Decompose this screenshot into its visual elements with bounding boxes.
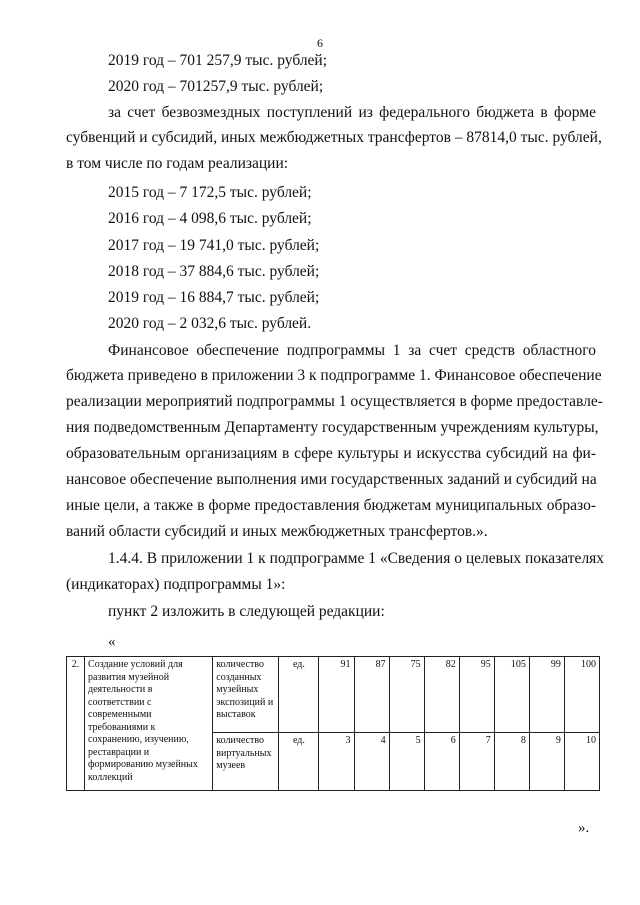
text-line-2015: 2015 год – 7 172,5 тыс. рублей; <box>108 184 312 201</box>
table-cell-value: 9 <box>529 733 564 791</box>
text-line-2019-total: 2019 год – 701 257,9 тыс. рублей; <box>108 52 328 69</box>
paragraph-financing-line-1: Финансовое обеспечение подпрограммы 1 за счет средств областного <box>108 342 596 359</box>
table-cell-value: 75 <box>389 657 424 733</box>
paragraph-financing-line-5: образовательным организациям в сфере культуры и искусства субсидий на фи- <box>66 445 596 462</box>
table-cell-value: 5 <box>389 733 424 791</box>
text-line-2020-federal: 2020 год – 2 032,6 тыс. рублей. <box>108 315 312 332</box>
table-cell-value: 10 <box>564 733 599 791</box>
table-cell-indicator-name: количество виртуальных музеев <box>213 733 279 791</box>
table-cell-value: 6 <box>424 733 459 791</box>
table-cell-value: 99 <box>529 657 564 733</box>
table-cell-value: 105 <box>494 657 529 733</box>
table-row <box>67 657 600 733</box>
page-number: 6 <box>317 36 323 50</box>
text-line-2019-federal: 2019 год – 16 884,7 тыс. рублей; <box>108 289 320 306</box>
paragraph-financing-line-3: реализации мероприятий подпрограммы 1 осуществляется в форме предоставле- <box>66 393 603 410</box>
table-cell-indicator-name: количество созданных музейных экспозиций и выставок <box>213 657 279 733</box>
paragraph-federal-line-1: за счет безвозмездных поступлений из федерального бюджета в форме <box>108 104 596 121</box>
table-cell-unit: ед. <box>279 733 319 791</box>
paragraph-financing-line-7: иные цели, а также в форме предоставления бюджетам муниципальных образо- <box>66 497 596 514</box>
paragraph-financing-line-8: ваний области субсидий и иных межбюджетных трансфертов.». <box>66 523 488 540</box>
table-cell-value: 7 <box>459 733 494 791</box>
quote-open: « <box>108 634 116 650</box>
paragraph-144-line-1: 1.4.4. В приложении 1 к подпрограмме 1 «Сведения о целевых показателях <box>108 550 605 567</box>
paragraph-144-line-2: (индикаторах) подпрограммы 1»: <box>66 576 286 593</box>
table-cell-value: 4 <box>354 733 389 791</box>
table-cell-row-number: 2. <box>67 657 85 791</box>
quote-close: ». <box>578 820 590 836</box>
paragraph-federal-line-2: субвенций и субсидий, иных межбюджетных трансфертов – 87814,0 тыс. рублей, <box>66 129 602 146</box>
paragraph-federal-line-3: в том числе по годам реализации: <box>66 155 289 172</box>
text-line-2020-total: 2020 год – 701257,9 тыс. рублей; <box>108 78 324 95</box>
paragraph-punkt: пункт 2 изложить в следующей редакции: <box>108 603 385 620</box>
table-cell-value: 87 <box>354 657 389 733</box>
text-line-2016: 2016 год – 4 098,6 тыс. рублей; <box>108 210 312 227</box>
paragraph-financing-line-4: ния подведомственным Департаменту государственным учреждениям культуры, <box>66 419 599 436</box>
table-cell-value: 91 <box>319 657 354 733</box>
paragraph-financing-line-2: бюджета приведено в приложении 3 к подпрограмме 1. Финансовое обеспечение <box>66 367 602 384</box>
table-cell-value: 82 <box>424 657 459 733</box>
table-cell-value: 95 <box>459 657 494 733</box>
text-line-2018: 2018 год – 37 884,6 тыс. рублей; <box>108 263 320 280</box>
table-cell-measure: Создание условий для развития музейной деятельности в соответствии с современными требованиями к сохранению, изучению, реставрации и формированию музейных коллекций <box>85 657 213 791</box>
table-cell-unit: ед. <box>279 657 319 733</box>
indicators-table <box>66 656 600 791</box>
paragraph-financing-line-6: нансовое обеспечение выполнения ими государственных заданий и субсидий на <box>66 471 597 488</box>
table-cell-value: 3 <box>319 733 354 791</box>
text-line-2017: 2017 год – 19 741,0 тыс. рублей; <box>108 237 320 254</box>
table-cell-value: 100 <box>564 657 599 733</box>
table-cell-value: 8 <box>494 733 529 791</box>
